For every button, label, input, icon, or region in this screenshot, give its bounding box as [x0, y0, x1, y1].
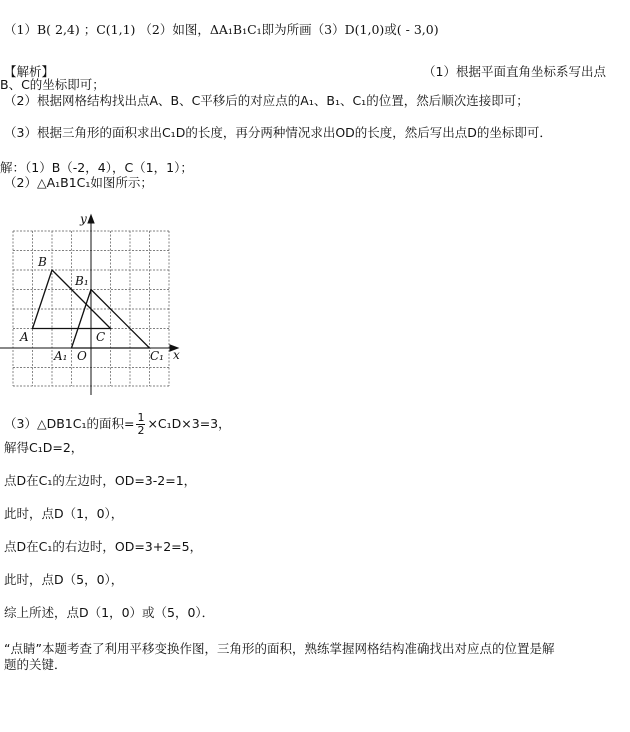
- solution-part1: 解：（1）B（-2，4），C（1，1）；: [0, 160, 193, 175]
- solution-part2: （2）△A₁B1C₁如图所示；: [4, 175, 153, 190]
- coordinate-figure: [0, 205, 200, 395]
- y-axis-label: y: [80, 212, 87, 226]
- label-c: C: [96, 330, 106, 344]
- review-line-2: 题的关键．: [4, 657, 67, 672]
- analysis-p3: （3）根据三角形的面积求出C₁D的长度，再分两种情况求出OD的长度，然后写出点D的坐标即可．: [4, 125, 552, 140]
- analysis-p1-b: B、C的坐标即可；: [0, 77, 105, 92]
- analysis-p2: （2）根据网格结构找出点A、B、C平移后的对应点的A₁、B₁、C₁的位置，然后顺次连接即可；: [4, 93, 529, 108]
- axes: [0, 215, 178, 395]
- solution-part3-prefix: （3）△DB1C₁的面积=: [4, 416, 135, 431]
- fraction-denominator: 2: [137, 424, 145, 437]
- analysis-heading: 【解析】: [4, 64, 55, 79]
- fraction-one-half: [136, 412, 145, 437]
- x-axis-label: x: [173, 348, 180, 362]
- solution-case-right-result: 此时，点D（5，0），: [4, 572, 124, 587]
- solution-part3-suffix: ×C₁D×3=3，: [147, 416, 231, 431]
- solution-summary: 综上所述，点D（1，0）或（5，0）．: [4, 605, 215, 620]
- label-b1: B₁: [75, 274, 89, 288]
- solution-case-right: 点D在C₁的右边时，OD=3+2=5，: [4, 539, 203, 554]
- solution-case-left-result: 此时，点D（1，0），: [4, 506, 124, 521]
- review-line-1: “点睛”本题考查了利用平移变换作图，三角形的面积，熟练掌握网格结构准确找出对应点的位置是解: [4, 641, 555, 656]
- label-a: A: [20, 330, 29, 344]
- solution-part3: [4, 412, 231, 437]
- answer-line: （1）B( 2,4) ；C(1,1) （2）如图，ΔA₁B₁C₁即为所画（3）D(1,0)或( - 3,0): [4, 22, 439, 37]
- solution-step-solve: 解得C₁D=2，: [4, 440, 84, 455]
- analysis-p1-a: （1）根据平面直角坐标系写出点: [423, 64, 606, 79]
- solution-case-left: 点D在C₁的左边时，OD=3-2=1，: [4, 473, 197, 488]
- fraction-numerator: 1: [137, 411, 145, 424]
- label-b: B: [38, 255, 47, 269]
- label-a1: A₁: [54, 349, 68, 363]
- label-c1: C₁: [150, 349, 164, 363]
- label-o: O: [77, 349, 87, 363]
